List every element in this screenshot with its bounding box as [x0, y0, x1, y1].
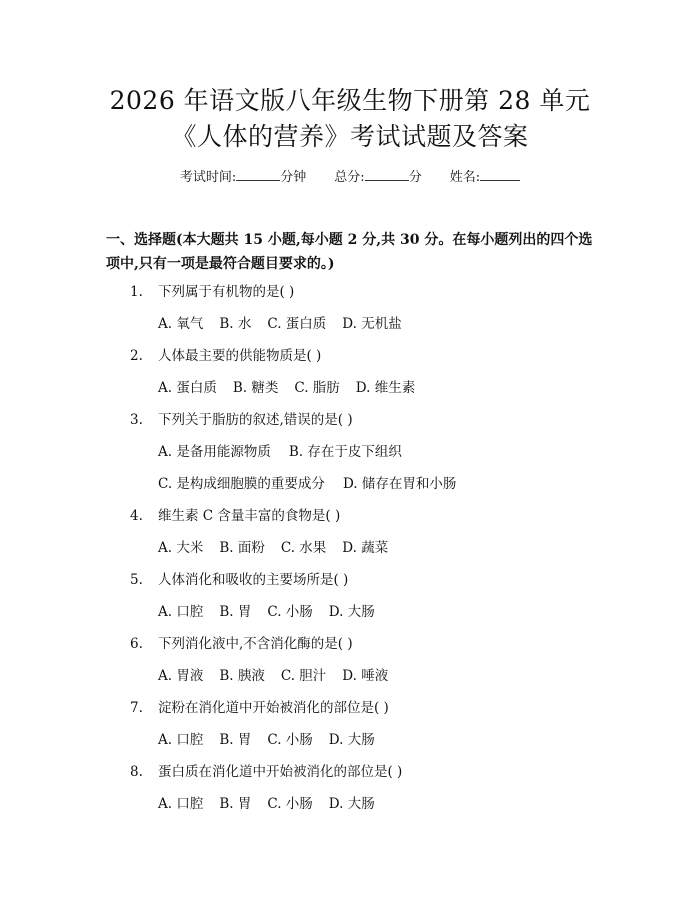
question-5-options — [158, 602, 375, 622]
time-label: 考试时间: — [179, 170, 237, 185]
answer-option: B. 胃 — [219, 732, 252, 748]
question-1 — [130, 282, 294, 302]
answer-option: D. 大肠 — [328, 796, 375, 812]
question-text: 淀粉在消化道中开始被消化的部位是( ) — [158, 700, 389, 716]
answer-option: A. 蛋白质 — [158, 380, 217, 396]
question-number: 3. — [130, 412, 143, 428]
answer-option: D. 大肠 — [328, 604, 375, 620]
answer-option: A. 口腔 — [158, 604, 204, 620]
question-3 — [130, 410, 353, 430]
answer-option: A. 胃液 — [158, 668, 204, 684]
answer-option: B. 存在于皮下组织 — [288, 444, 402, 460]
score-label: 总分: — [334, 170, 365, 185]
answer-option: B. 水 — [219, 316, 252, 332]
question-8 — [130, 762, 402, 782]
question-number: 2. — [130, 348, 143, 364]
score-blank — [365, 168, 409, 181]
answer-option: A. 口腔 — [158, 732, 204, 748]
name-blank — [480, 168, 520, 181]
answer-option: A. 是备用能源物质 — [158, 444, 271, 460]
answer-option: B. 面粉 — [219, 540, 265, 556]
question-1-options — [158, 314, 402, 334]
question-text: 下列关于脂肪的叙述,错误的是( ) — [158, 412, 353, 428]
answer-option: C. 蛋白质 — [267, 316, 327, 332]
answer-option: D. 维生素 — [355, 380, 416, 396]
question-text: 人体最主要的供能物质是( ) — [158, 348, 322, 364]
answer-option: A. 大米 — [158, 540, 204, 556]
exam-title-line-2: 《人体的营养》考试试题及答案 — [171, 122, 529, 151]
question-number: 1. — [130, 284, 143, 300]
answer-option: D. 唾液 — [342, 668, 389, 684]
score-unit: 分 — [408, 170, 422, 185]
question-7 — [130, 698, 389, 718]
question-3-options — [158, 442, 402, 462]
answer-option: C. 胆汁 — [280, 668, 327, 684]
question-6 — [130, 634, 353, 654]
answer-option: C. 小肠 — [267, 604, 313, 620]
answer-option: C. 是构成细胞膜的重要成分 — [158, 476, 325, 492]
question-7-options — [158, 730, 375, 750]
question-number: 5. — [130, 572, 143, 588]
question-4 — [130, 506, 340, 526]
section-heading-line-2: 项中,只有一项是最符合题目要求的。) — [106, 256, 335, 272]
question-number: 4. — [130, 508, 143, 524]
question-text: 人体消化和吸收的主要场所是( ) — [158, 572, 349, 588]
exam-info-row — [0, 168, 700, 187]
answer-option: A. 氧气 — [158, 316, 204, 332]
answer-option: C. 脂肪 — [294, 380, 340, 396]
answer-option: B. 胰液 — [219, 668, 265, 684]
question-2-options — [158, 378, 415, 398]
question-text: 下列属于有机物的是( ) — [158, 284, 295, 300]
question-text: 下列消化液中,不含消化酶的是( ) — [158, 636, 353, 652]
question-number: 8. — [130, 764, 143, 780]
answer-option: D. 大肠 — [328, 732, 375, 748]
exam-title-line-1: 2026 年语文版八年级生物下册第 28 单元 — [109, 86, 591, 115]
answer-option: D. 储存在胃和小肠 — [342, 476, 457, 492]
answer-option: B. 胃 — [219, 796, 252, 812]
question-6-options — [158, 666, 388, 686]
answer-option: A. 口腔 — [158, 796, 204, 812]
section-heading-line-1: 一、选择题(本大题共 15 小题,每小题 2 分,共 30 分。在每小题列出的四个选 — [106, 232, 593, 248]
answer-option: C. 水果 — [280, 540, 327, 556]
name-label: 姓名: — [449, 170, 481, 185]
question-4-options — [158, 538, 388, 558]
time-unit: 分钟 — [280, 170, 307, 185]
question-text: 蛋白质在消化道中开始被消化的部位是( ) — [158, 764, 403, 780]
question-8-options — [158, 794, 375, 814]
answer-option: B. 糖类 — [232, 380, 279, 396]
answer-option: D. 无机盐 — [342, 316, 402, 332]
question-number: 7. — [130, 700, 143, 716]
question-5 — [130, 570, 348, 590]
answer-option: D. 蔬菜 — [342, 540, 389, 556]
section-heading — [106, 228, 626, 276]
question-3-options — [158, 474, 456, 494]
question-text: 维生素 C 含量丰富的食物是( ) — [158, 508, 341, 524]
question-number: 6. — [130, 636, 143, 652]
answer-option: C. 小肠 — [267, 796, 313, 812]
answer-option: B. 胃 — [219, 604, 252, 620]
time-blank — [236, 168, 280, 181]
answer-option: C. 小肠 — [267, 732, 313, 748]
question-2 — [130, 346, 321, 366]
